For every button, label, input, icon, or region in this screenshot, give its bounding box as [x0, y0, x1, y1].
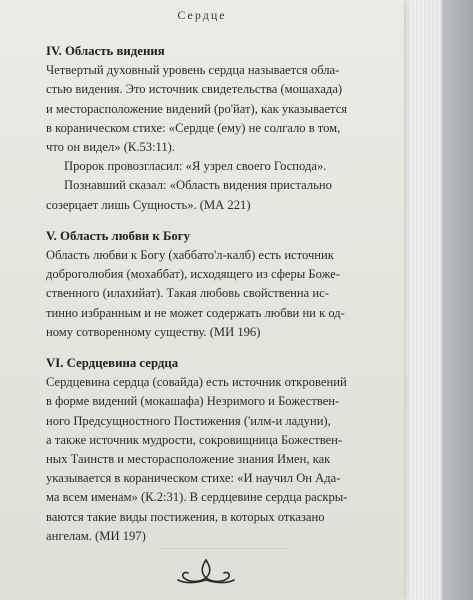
text-line: стью видения. Это источник свидетельства (мошахада) [46, 82, 343, 97]
text-line: ственного (илахийат). Такая любовь свойственна ис- [46, 286, 329, 301]
text-line: Пророк провозгласил: «Я узрел своего Господа». [64, 159, 327, 174]
paragraph-vi [46, 373, 366, 546]
text-line: созерцает лишь Сущность». (МА 221) [46, 197, 251, 212]
section-heading-vi: VI. Сердцевина сердца [46, 356, 179, 371]
section-heading-iv: IV. Область видения [46, 44, 165, 58]
text-line: Познавший сказал: «Область видения пристально [64, 178, 332, 193]
text-line: Область любви к Богу (хаббато'л-калб) есть источник [46, 248, 334, 263]
text-line: а также источник мудрости, сокровищница Божествен- [46, 432, 343, 447]
text-line: указывается в кораническом стихе: «И научил Он Ада- [46, 471, 341, 486]
text-line: ангелам. (МИ 197) [46, 528, 146, 543]
text-line: тинно избранным и не может содержать любви ни к од- [46, 305, 345, 320]
paragraph-v [46, 246, 366, 342]
text-line: Сердцевина сердца (совайда) есть источник откровений [46, 375, 347, 390]
text-line: ного Предсущностного Постижения ('илм-и ладуни), [46, 413, 331, 428]
text-line: и месторасположение видений (ро'йат), как указывается [46, 101, 348, 116]
page-body [46, 42, 366, 546]
text-line: ваются такие виды постижения, в которых отказано [46, 509, 325, 524]
paragraph-iv [46, 61, 366, 215]
section-heading-v: V. Область любви к Богу [46, 228, 191, 243]
text-line: доброголюбия (мохаббат), исходящего из сферы Боже- [46, 267, 340, 282]
text-line: ных Таинств и месторасположение знания Имен, как [46, 452, 331, 467]
running-head [0, 8, 404, 23]
text-line: в форме видений (мокашафа) Незримого и Божествен- [46, 394, 340, 409]
text-line: ма всем именам» (К.2:31). В сердцевине сердца раскры- [46, 490, 348, 505]
text-line: Четвертый духовный уровень сердца называется обла- [46, 63, 340, 78]
text-line: ному сотворенному существу. (МИ 196) [46, 324, 261, 339]
ornament-icon [176, 556, 236, 586]
text-line: что он видел» (К.53:11). [46, 140, 176, 155]
page-stack-edge [408, 0, 442, 600]
running-head-text: Сердце [177, 8, 227, 22]
faint-rule [160, 548, 290, 549]
text-line: в кораническом стихе: «Сердце (ему) не солгало в том, [46, 120, 341, 135]
